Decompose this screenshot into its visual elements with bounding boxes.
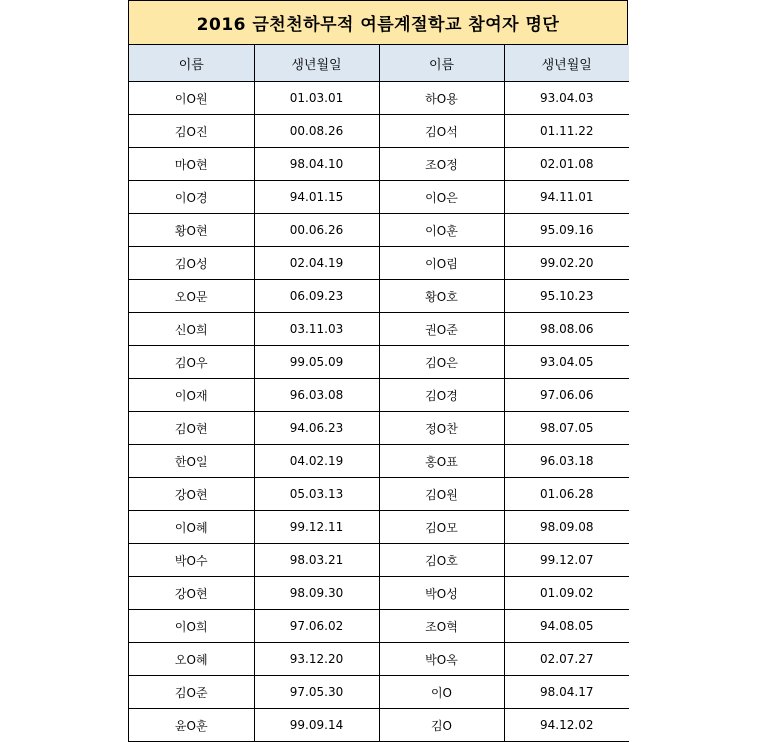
table-row [129, 82, 629, 115]
name-left-cell: 신O희 [129, 313, 254, 346]
name-right-cell: 김O석 [379, 115, 504, 148]
birthdate-right-cell: 94.12.02 [504, 709, 629, 742]
name-left-cell: 김O준 [129, 676, 254, 709]
name-right-cell: 박O성 [379, 577, 504, 610]
table-row [129, 610, 629, 643]
name-right-cell: 조O정 [379, 148, 504, 181]
birthdate-right-cell: 99.02.20 [504, 247, 629, 280]
birthdate-left-cell: 94.01.15 [254, 181, 379, 214]
birthdate-left-cell: 99.05.09 [254, 346, 379, 379]
name-left-cell: 황O현 [129, 214, 254, 247]
table-row [129, 379, 629, 412]
name-left-cell: 오O문 [129, 280, 254, 313]
birthdate-right-cell: 93.04.03 [504, 82, 629, 115]
table-row [129, 511, 629, 544]
table-row [129, 478, 629, 511]
name-right-cell: 김O호 [379, 544, 504, 577]
name-right-cell: 김O경 [379, 379, 504, 412]
name-left-cell: 이O재 [129, 379, 254, 412]
birthdate-left-cell: 06.09.23 [254, 280, 379, 313]
birthdate-right-cell: 97.06.06 [504, 379, 629, 412]
name-left-cell: 김O성 [129, 247, 254, 280]
birthdate-right-cell: 02.01.08 [504, 148, 629, 181]
name-right-cell: 이O훈 [379, 214, 504, 247]
birthdate-left-cell: 96.03.08 [254, 379, 379, 412]
participant-table [129, 45, 629, 742]
name-right-cell: 황O호 [379, 280, 504, 313]
name-right-cell: 조O혁 [379, 610, 504, 643]
participant-rows [129, 82, 629, 742]
birthdate-left-cell: 98.03.21 [254, 544, 379, 577]
table-row [129, 115, 629, 148]
name-left-cell: 김O우 [129, 346, 254, 379]
header-name-left: 이름 [129, 45, 254, 82]
name-right-cell: 하O용 [379, 82, 504, 115]
table-row [129, 709, 629, 742]
table-row [129, 181, 629, 214]
birthdate-left-cell: 05.03.13 [254, 478, 379, 511]
name-left-cell: 강O현 [129, 478, 254, 511]
name-right-cell: 박O옥 [379, 643, 504, 676]
birthdate-right-cell: 98.08.06 [504, 313, 629, 346]
table-row [129, 412, 629, 445]
table-row [129, 148, 629, 181]
table-row [129, 280, 629, 313]
name-right-cell: 홍O표 [379, 445, 504, 478]
birthdate-right-cell: 98.09.08 [504, 511, 629, 544]
birthdate-right-cell: 99.12.07 [504, 544, 629, 577]
name-right-cell: 정O찬 [379, 412, 504, 445]
name-right-cell: 김O [379, 709, 504, 742]
birthdate-left-cell: 99.09.14 [254, 709, 379, 742]
participant-list-sheet [128, 0, 628, 742]
name-right-cell: 이O은 [379, 181, 504, 214]
birthdate-left-cell: 93.12.20 [254, 643, 379, 676]
birthdate-left-cell: 02.04.19 [254, 247, 379, 280]
table-row [129, 346, 629, 379]
birthdate-left-cell: 03.11.03 [254, 313, 379, 346]
header-birthdate-left: 생년월일 [254, 45, 379, 82]
sheet-title: 2016 금천천하무적 여름계절학교 참여자 명단 [129, 0, 627, 45]
table-row [129, 214, 629, 247]
table-row [129, 676, 629, 709]
birthdate-right-cell: 01.09.02 [504, 577, 629, 610]
birthdate-left-cell: 98.09.30 [254, 577, 379, 610]
birthdate-right-cell: 95.10.23 [504, 280, 629, 313]
name-left-cell: 한O일 [129, 445, 254, 478]
birthdate-left-cell: 00.06.26 [254, 214, 379, 247]
birthdate-right-cell: 96.03.18 [504, 445, 629, 478]
birthdate-left-cell: 00.08.26 [254, 115, 379, 148]
table-row [129, 313, 629, 346]
birthdate-right-cell: 02.07.27 [504, 643, 629, 676]
birthdate-right-cell: 01.06.28 [504, 478, 629, 511]
table-row [129, 247, 629, 280]
birthdate-right-cell: 94.08.05 [504, 610, 629, 643]
name-left-cell: 이O희 [129, 610, 254, 643]
birthdate-left-cell: 04.02.19 [254, 445, 379, 478]
name-left-cell: 강O현 [129, 577, 254, 610]
birthdate-left-cell: 97.05.30 [254, 676, 379, 709]
table-row [129, 544, 629, 577]
birthdate-left-cell: 01.03.01 [254, 82, 379, 115]
name-left-cell: 이O경 [129, 181, 254, 214]
header-name-right: 이름 [379, 45, 504, 82]
name-left-cell: 이O원 [129, 82, 254, 115]
name-left-cell: 김O현 [129, 412, 254, 445]
name-left-cell: 이O혜 [129, 511, 254, 544]
birthdate-left-cell: 97.06.02 [254, 610, 379, 643]
birthdate-right-cell: 98.04.17 [504, 676, 629, 709]
birthdate-right-cell: 95.09.16 [504, 214, 629, 247]
name-left-cell: 오O혜 [129, 643, 254, 676]
name-left-cell: 김O진 [129, 115, 254, 148]
header-birthdate-right: 생년월일 [504, 45, 629, 82]
birthdate-right-cell: 94.11.01 [504, 181, 629, 214]
name-right-cell: 김O모 [379, 511, 504, 544]
birthdate-right-cell: 93.04.05 [504, 346, 629, 379]
name-left-cell: 윤O훈 [129, 709, 254, 742]
birthdate-left-cell: 98.04.10 [254, 148, 379, 181]
name-left-cell: 마O현 [129, 148, 254, 181]
birthdate-right-cell: 98.07.05 [504, 412, 629, 445]
header-row [129, 45, 629, 82]
birthdate-left-cell: 99.12.11 [254, 511, 379, 544]
birthdate-left-cell: 94.06.23 [254, 412, 379, 445]
name-left-cell: 박O수 [129, 544, 254, 577]
name-right-cell: 김O은 [379, 346, 504, 379]
table-row [129, 643, 629, 676]
name-right-cell: 권O준 [379, 313, 504, 346]
table-row [129, 445, 629, 478]
birthdate-right-cell: 01.11.22 [504, 115, 629, 148]
table-row [129, 577, 629, 610]
name-right-cell: 김O원 [379, 478, 504, 511]
name-right-cell: 이O림 [379, 247, 504, 280]
name-right-cell: 이O [379, 676, 504, 709]
